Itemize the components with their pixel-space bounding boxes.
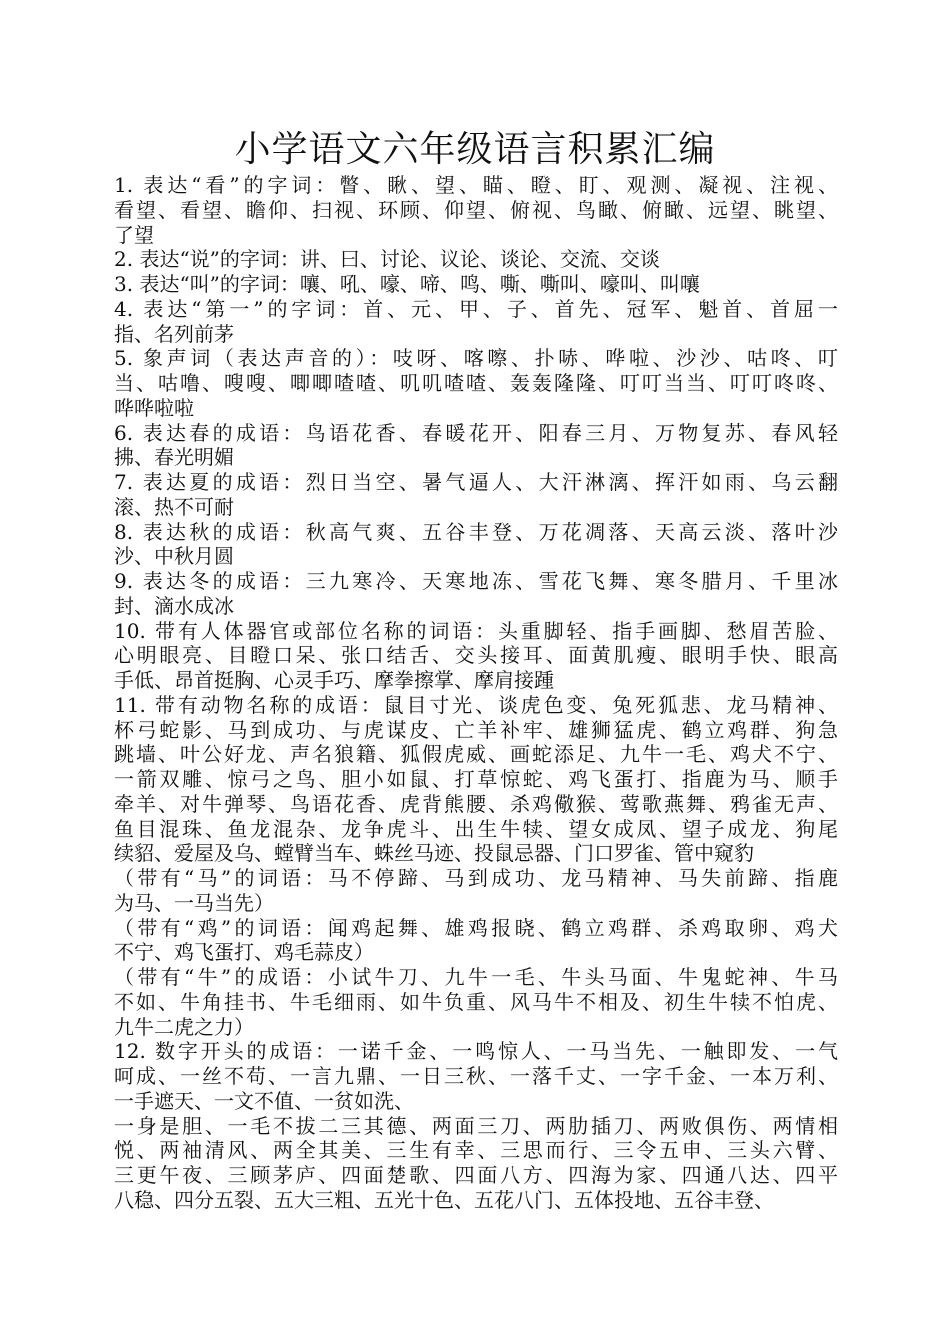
text-line: 12. 数字开头的成语：一诺千金、一鸣惊人、一马当先、一触即发、一气: [114, 1039, 838, 1064]
text-line: 一箭双雕、惊弓之鸟、胆小如鼠、打草惊蛇、鸡飞蛋打、指鹿为马、顺手: [114, 767, 838, 791]
text-line: 呵成、一丝不苟、一言九鼎、一日三秋、一落千丈、一字千金、一本万利、: [114, 1064, 838, 1088]
text-line: 8. 表达秋的成语：秋高气爽、五谷丰登、万花凋落、天高云淡、落叶沙: [114, 519, 838, 544]
text-line: 了望: [114, 222, 154, 247]
text-line: 10. 带有人体器官或部位名称的词语：头重脚轻、指手画脚、愁眉苦脸、: [114, 618, 838, 643]
text-line: 心明眼亮、目瞪口呆、张口结舌、交头接耳、面黄肌瘦、眼明手快、眼高: [114, 643, 838, 668]
text-line: 11. 带有动物名称的成语：鼠目寸光、谈虎色变、兔死狐悲、龙马精神、: [114, 692, 838, 717]
text-line: 4. 表达“第一”的字词：首、元、甲、子、首先、冠军、魁首、首屈一: [114, 296, 838, 321]
text-line: 沙、中秋月圆: [114, 544, 234, 569]
text-line: 滚、热不可耐: [114, 494, 234, 519]
text-line: 一身是胆、一毛不拔二三其德、两面三刀、两肋插刀、两败俱伤、两情相: [114, 1113, 838, 1138]
text-line: 一手遮天、一文不值、一贫如洗、: [114, 1088, 414, 1113]
text-line: 八稳、四分五裂、五大三粗、五光十色、五花八门、五体投地、五谷丰登、: [114, 1187, 774, 1212]
text-line: 封、滴水成冰: [114, 593, 234, 618]
text-line: 6. 表达春的成语：鸟语花香、春暖花开、阳春三月、万物复苏、春风轻: [114, 420, 838, 445]
document-body: [114, 173, 838, 1213]
text-line: 三更午夜、三顾茅庐、四面楚歌、四面八方、四海为家、四通八达、四平: [114, 1163, 838, 1187]
text-line: 不宁、鸡飞蛋打、鸡毛蒜皮）: [114, 940, 374, 965]
text-line: 跳墙、叶公好龙、声名狼籍、狐假虎威、画蛇添足、九牛一毛、鸡犬不宁、: [114, 742, 838, 767]
text-line: 九牛二虎之力）: [114, 1014, 254, 1039]
text-line: 5. 象声词（表达声音的）：吱呀、喀嚓、扑哧、哗啦、沙沙、咕咚、叮: [114, 346, 838, 371]
text-line: 拂、春光明媚: [114, 445, 234, 470]
text-line: 看望、看望、瞻仰、扫视、环顾、仰望、俯视、鸟瞰、俯瞰、远望、眺望、: [114, 197, 838, 222]
text-line: 为马、一马当先）: [114, 890, 274, 915]
text-line: 续貂、爱屋及乌、螳臂当车、蛛丝马迹、投鼠忌器、门口罗雀、管中窥豹: [114, 841, 754, 866]
text-line: 牵羊、对牛弹琴、鸟语花香、虎背熊腰、杀鸡儆猴、莺歌燕舞、鸦雀无声、: [114, 791, 838, 816]
text-line: 9. 表达冬的成语：三九寒冷、天寒地冻、雪花飞舞、寒冬腊月、千里冰: [114, 569, 838, 593]
text-line: 悦、两袖清风、两全其美、三生有幸、三思而行、三令五申、三头六臂、: [114, 1138, 838, 1163]
text-line: 不如、牛角挂书、牛毛细雨、如牛负重、风马牛不相及、初生牛犊不怕虎、: [114, 989, 838, 1014]
text-line: 1. 表达“看”的字词：瞥、瞅、望、瞄、瞪、盯、观测、凝视、注视、: [114, 173, 838, 197]
text-line: （带有“马”的词语：马不停蹄、马到成功、龙马精神、马失前蹄、指鹿: [114, 866, 838, 890]
text-line: 指、名列前茅: [114, 321, 234, 346]
text-line: 杯弓蛇影、马到成功、与虎谋皮、亡羊补牢、雄狮猛虎、鹤立鸡群、狗急: [114, 717, 838, 742]
text-line: 手低、昂首挺胸、心灵手巧、摩拳擦掌、摩肩接踵: [114, 668, 554, 692]
document-title: 小学语文六年级语言积累汇编: [234, 129, 716, 170]
text-line: 7. 表达夏的成语：烈日当空、暑气逼人、大汗淋漓、挥汗如雨、乌云翻: [114, 470, 838, 494]
text-line: 3. 表达“叫”的字词：嚷、吼、嚎、啼、鸣、嘶、嘶叫、嚎叫、叫嚷: [114, 272, 700, 296]
text-line: 鱼目混珠、鱼龙混杂、龙争虎斗、出生牛犊、望女成凤、望子成龙、狗尾: [114, 816, 838, 841]
text-line: （带有“鸡”的词语：闻鸡起舞、雄鸡报晓、鹤立鸡群、杀鸡取卵、鸡犬: [114, 915, 838, 940]
text-line: （带有“牛”的成语：小试牛刀、九牛一毛、牛头马面、牛鬼蛇神、牛马: [114, 965, 838, 989]
text-line: 2. 表达“说”的字词：讲、曰、讨论、议论、谈论、交流、交谈: [114, 247, 660, 272]
text-line: 当、咕噜、嗖嗖、唧唧喳喳、叽叽喳喳、轰轰隆隆、叮叮当当、叮叮咚咚、: [114, 371, 838, 395]
text-line: 哗哗啦啦: [114, 395, 194, 420]
